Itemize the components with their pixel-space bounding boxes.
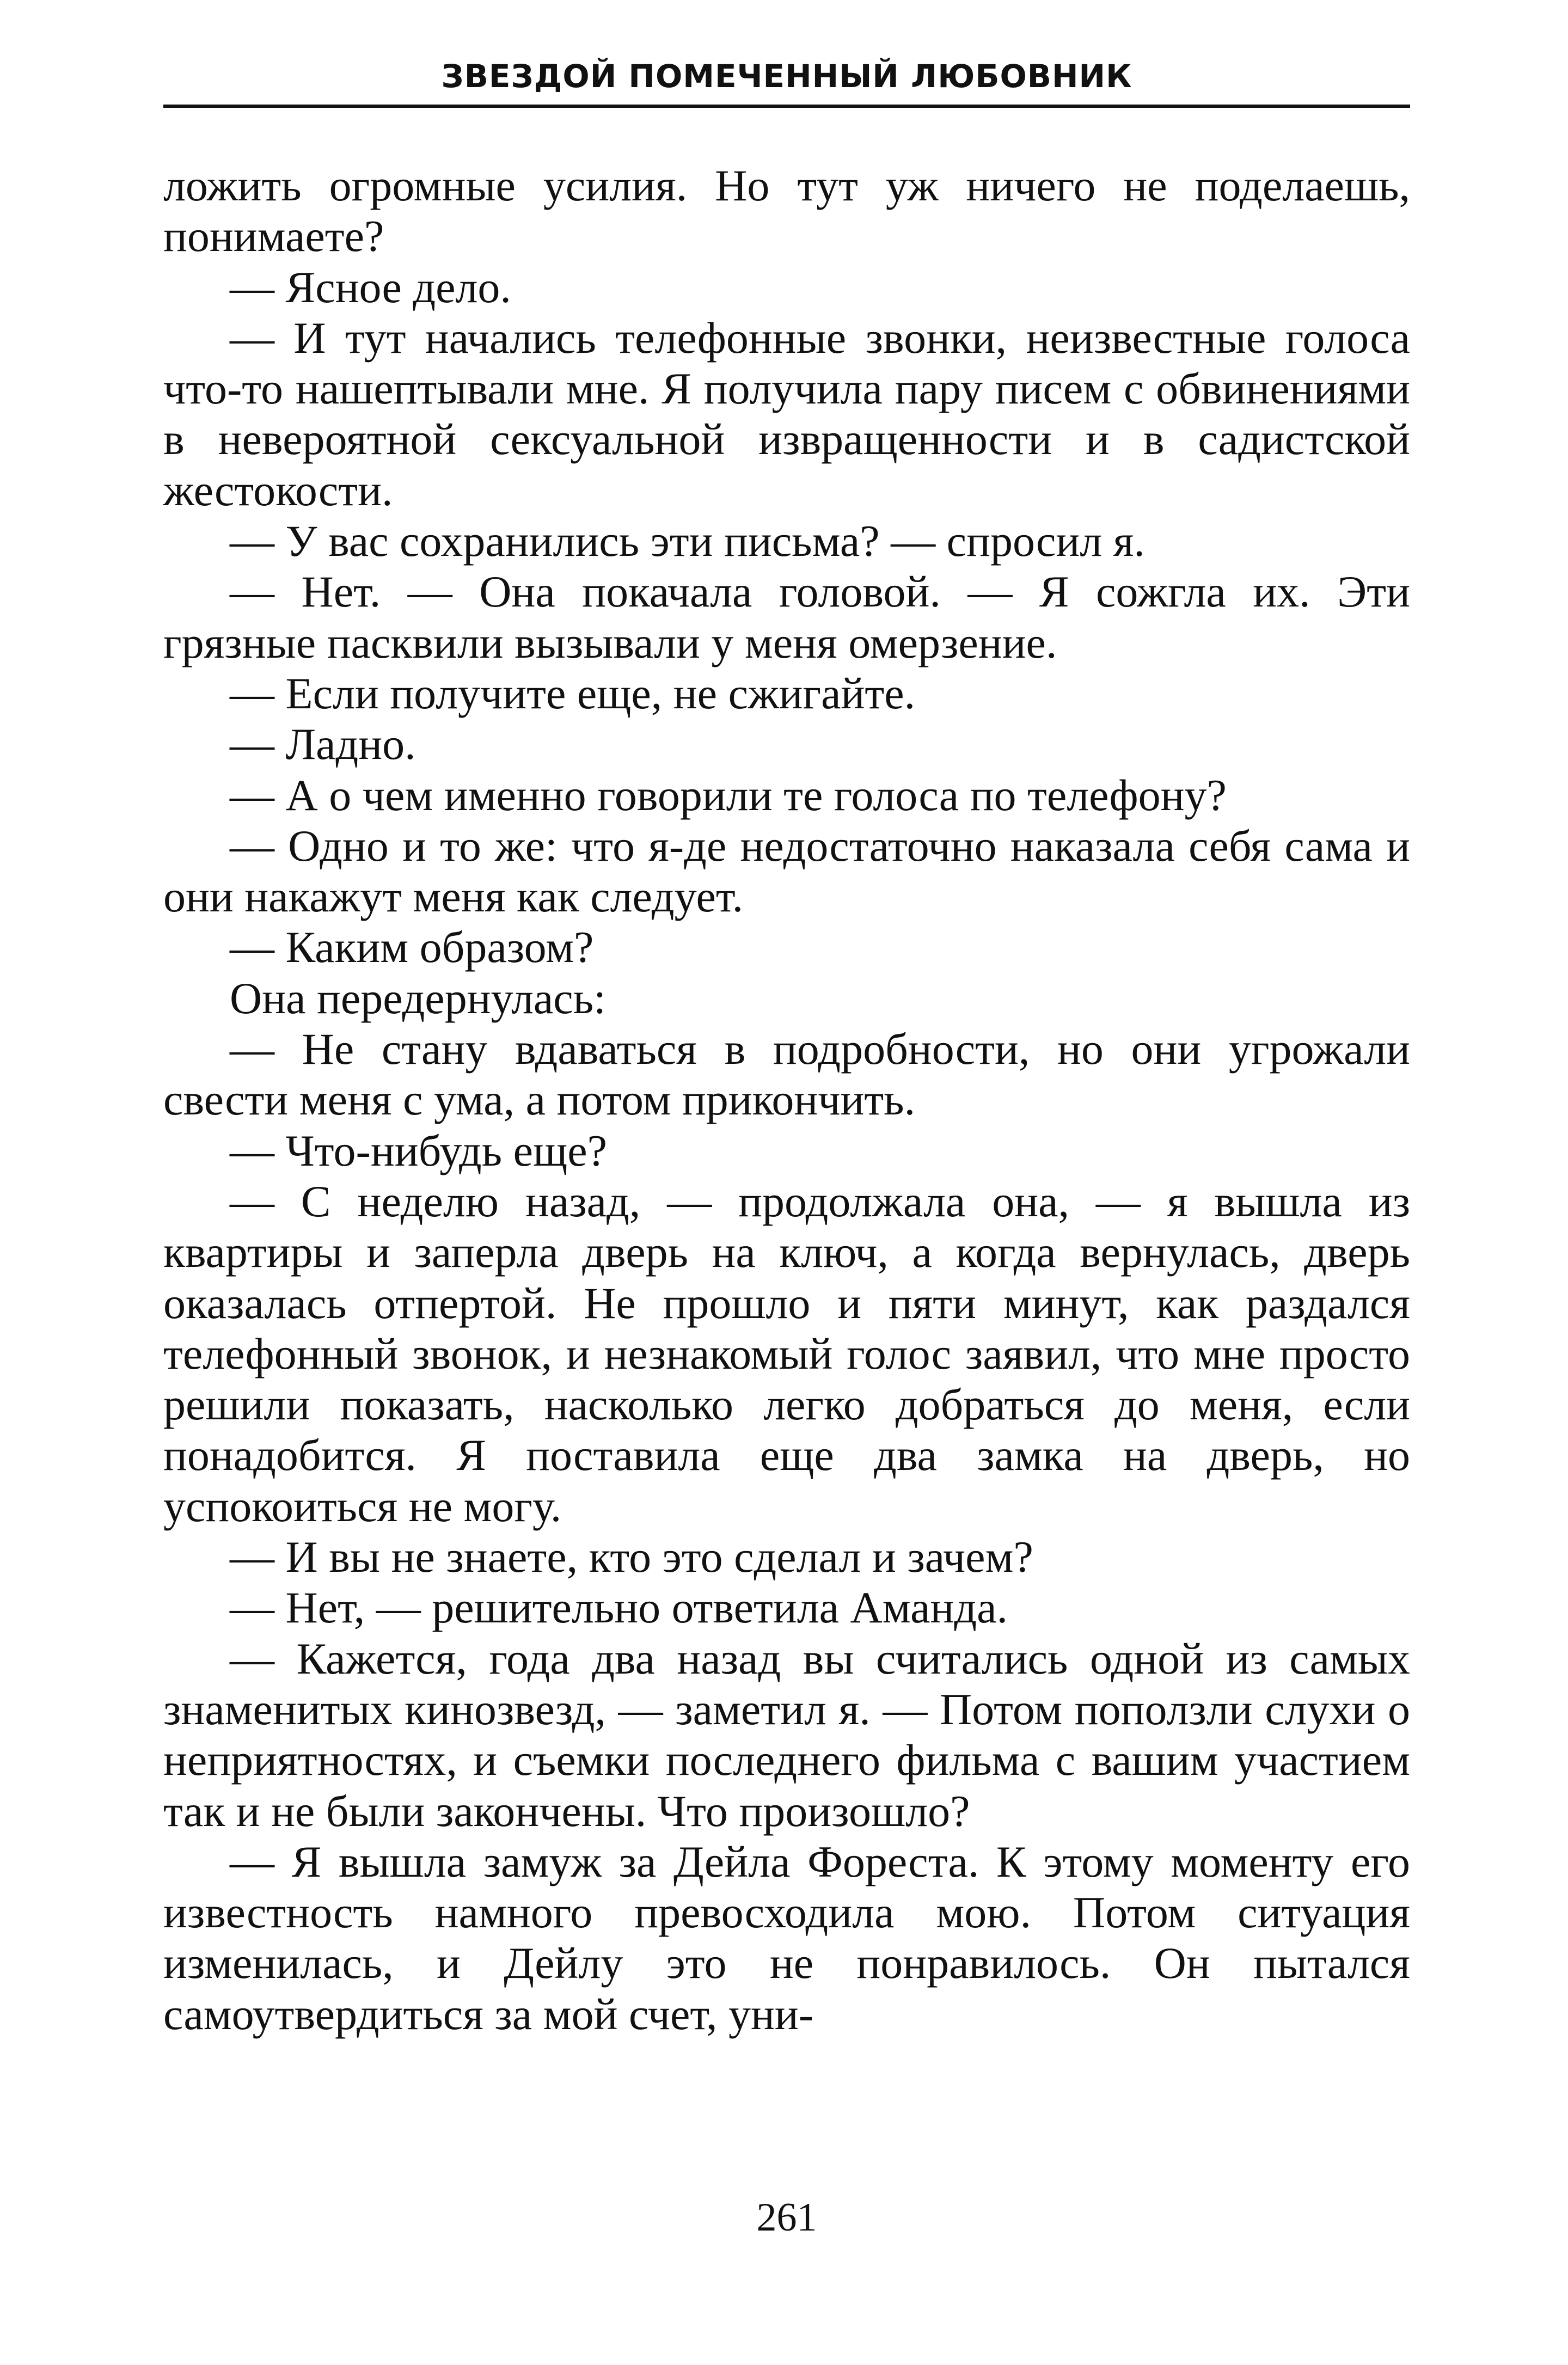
header-rule: [163, 105, 1410, 108]
paragraph: — Одно и то же: что я-де недостаточно наказала себя сама и они накажут меня как следует.: [163, 820, 1410, 922]
paragraph: Она передернулась:: [230, 973, 606, 1023]
book-page: [163, 54, 1410, 2330]
paragraph: — У вас сохранились эти письма? — спросил я.: [230, 516, 1145, 566]
paragraph: ложить огромные усилия. Но тут уж ничего не поделаешь, понимаете?: [163, 161, 1410, 261]
paragraph: — Каким образом?: [230, 922, 594, 972]
paragraph: — Я вышла замуж за Дейла Фореста. К этому моменту его известность намного превосходила мою. Потом ситуация изменилась, и Дейлу это не понравилось. Он пытался самоутвердиться за мой счет, уни-: [163, 1836, 1410, 2039]
paragraph: — И вы не знаете, кто это сделал и зачем?: [230, 1532, 1033, 1582]
paragraph: — Не стану вдаваться в подробности, но они угрожали свести меня с ума, а потом прикончить.: [163, 1024, 1410, 1125]
paragraph: — А о чем именно говорили те голоса по телефону?: [230, 770, 1227, 820]
paragraph: — Нет. — Она покачала головой. — Я сожгла их. Эти грязные пасквили вызывали у меня омерзение.: [163, 567, 1410, 667]
paragraph: — Кажется, года два назад вы считались одной из самых знаменитых кинозвезд, — заметил я. — Потом поползли слухи о неприятностях, и съемки последнего фильма с вашим участием так и не были закончены. Что произошло?: [163, 1633, 1410, 1836]
body-text: [163, 160, 1410, 2039]
paragraph: — И тут начались телефонные звонки, неизвестные голоса что-то нашептывали мне. Я получила пару писем с обвинениями в невероятной сексуальной извращенности и в садистской жестокости.: [163, 313, 1410, 515]
paragraph: — Что-нибудь еще?: [230, 1125, 607, 1175]
paragraph: — Ясное дело.: [230, 262, 511, 312]
paragraph: — Ладно.: [230, 719, 416, 769]
running-title: ЗВЕЗДОЙ ПОМЕЧЕННЫЙ ЛЮБОВНИК: [441, 58, 1132, 95]
paragraph: — Если получите еще, не сжигайте.: [230, 668, 916, 718]
paragraph: — С неделю назад, — продолжала она, — я вышла из квартиры и заперла дверь на ключ, а когда вернулась, дверь оказалась отпертой. Не прошло и пяти минут, как раздался телефонный звонок, и незнакомый голос заявил, что мне просто решили показать, насколько легко добраться до меня, если понадобится. Я поставила еще два замка на дверь, но успокоиться не могу.: [163, 1176, 1410, 1531]
page-number: 261: [756, 2195, 817, 2240]
paragraph: — Нет, — решительно ответила Аманда.: [230, 1583, 1008, 1633]
